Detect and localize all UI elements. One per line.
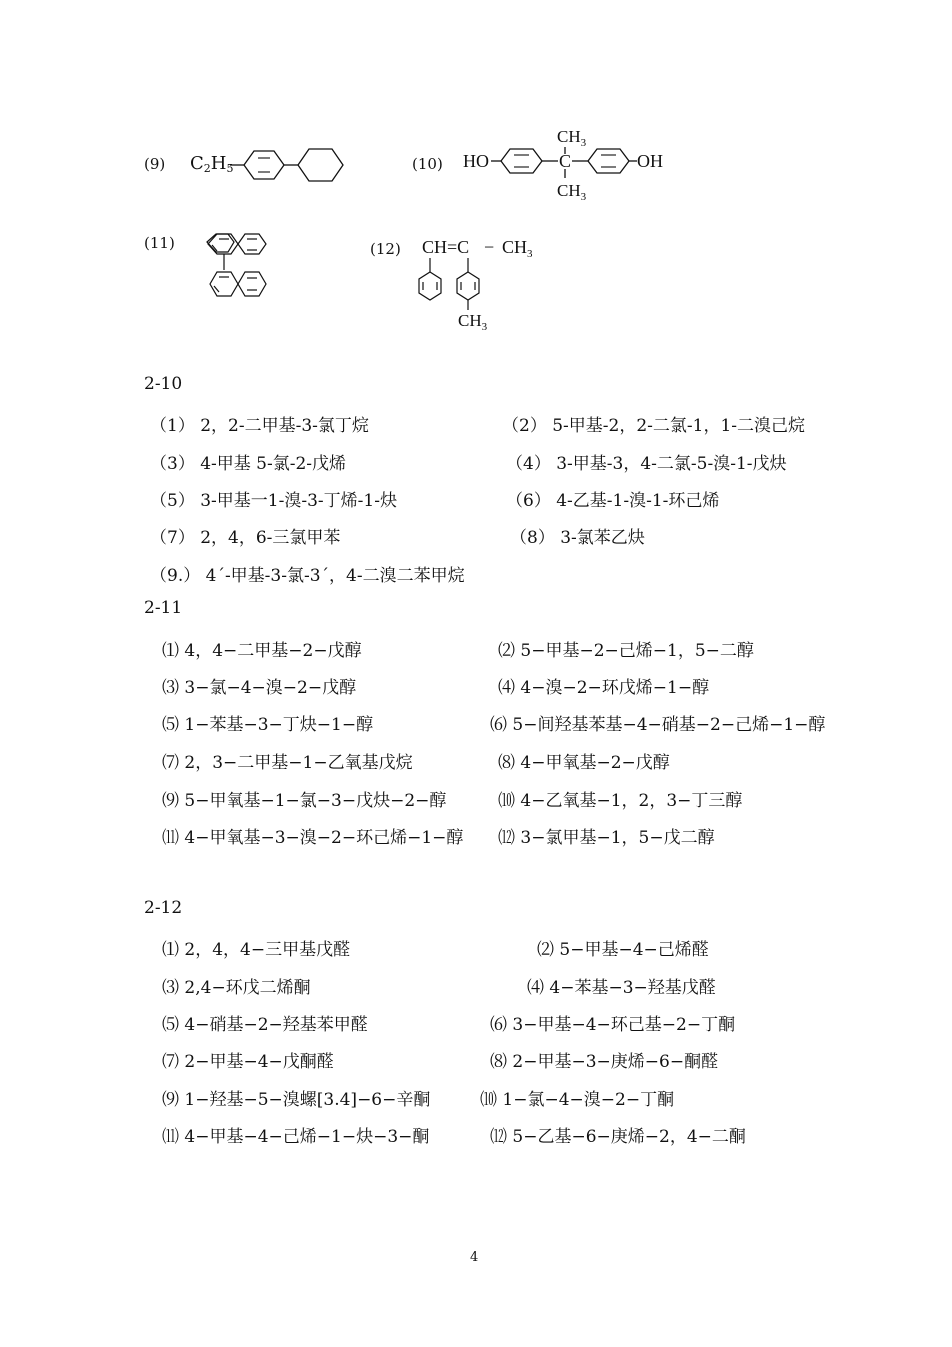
answer-2-11-1: ⑴ 4，4−二甲基−2−戊醇 <box>162 641 362 661</box>
section-title-2-10: 2-10 <box>144 374 183 394</box>
svg-text:OH: OH <box>637 151 663 171</box>
answer-2-11-6: ⑹ 5−间羟基苯基−4−硝基−2−己烯−1−醇 <box>490 715 826 735</box>
answer-2-10-2: （2） 5-甲基-2，2-二氯-1，1-二溴己烷 <box>502 416 806 436</box>
answer-2-12-1: ⑴ 2，4，4−三甲基戊醛 <box>162 940 351 960</box>
structure-9-ethyl: $C_2H_5$ <box>190 153 234 175</box>
answer-2-11-2: ⑵ 5−甲基−2−己烯−1，5−二醇 <box>498 641 754 661</box>
answer-2-10-8: （8） 3-氯苯乙炔 <box>510 528 645 548</box>
svg-text:C: C <box>559 151 572 171</box>
answer-2-12-7: ⑺ 2−甲基−4−戊酮醛 <box>162 1052 334 1072</box>
section-title-2-11: 2-11 <box>144 598 183 618</box>
answer-2-11-10: ⑽ 4−乙氧基−1，2，3−丁三醇 <box>498 791 743 811</box>
page-number: 4 <box>470 1250 479 1265</box>
answer-2-12-9: ⑼ 1−羟基−5−溴螺[3.4]−6−辛酮 <box>162 1090 431 1110</box>
answer-2-10-6: （6） 4-乙基-1-溴-1-环己烯 <box>506 491 720 511</box>
svg-text:CH3: $CH_3$ <box>557 127 587 149</box>
structure-12-label: (12) <box>370 240 401 258</box>
answer-2-11-8: ⑻ 4−甲氧基−2−戊醇 <box>498 753 670 773</box>
section-title-2-12: 2-12 <box>144 898 183 918</box>
answer-2-10-5: （5） 3-甲基一1-溴-3-丁烯-1-炔 <box>150 491 397 511</box>
svg-text:CH=C: CH=C <box>422 237 470 257</box>
svg-text:CH3: $CH_3$ <box>557 181 587 203</box>
answer-2-12-10: ⑽ 1−氯−4−溴−2−丁酮 <box>480 1090 675 1110</box>
answer-2-10-9: （9.） 4´-甲基-3-氯-3´，4-二溴二苯甲烷 <box>150 566 465 586</box>
answer-2-11-7: ⑺ 2，3−二甲基−1−乙氧基戊烷 <box>162 753 413 773</box>
answer-2-10-1: （1） 2，2-二甲基-3-氯丁烷 <box>150 416 369 436</box>
answer-2-11-3: ⑶ 3−氯−4−溴−2−戊醇 <box>162 678 357 698</box>
answer-2-12-4: ⑷ 4−苯基−3−羟基戊醛 <box>527 978 716 998</box>
answer-2-12-11: ⑾ 4−甲基−4−己烯−1−炔−3−酮 <box>162 1127 430 1147</box>
answer-2-10-3: （3） 4-甲基 5-氯-2-戊烯 <box>150 454 347 474</box>
svg-text:CH3: $CH_3$ <box>458 311 488 332</box>
answer-2-12-8: ⑻ 2−甲基−3−庚烯−6−酮醛 <box>490 1052 719 1072</box>
svg-text:−: − <box>484 237 495 257</box>
answer-2-12-5: ⑸ 4−硝基−2−羟基苯甲醛 <box>162 1015 368 1035</box>
svg-text:HO: HO <box>463 151 489 171</box>
answer-2-10-4: （4） 3-甲基-3，4-二氯-5-溴-1-戊炔 <box>506 454 787 474</box>
answer-2-12-6: ⑹ 3−甲基−4−环己基−2−丁酮 <box>490 1015 736 1035</box>
answer-2-11-9: ⑼ 5−甲氧基−1−氯−3−戊炔−2−醇 <box>162 791 447 811</box>
answer-2-11-5: ⑸ 1−苯基−3−丁炔−1−醇 <box>162 715 374 735</box>
answer-2-12-12: ⑿ 5−乙基−6−庚烯−2，4−二酮 <box>490 1127 746 1147</box>
structure-11-binaphthyl <box>200 222 280 317</box>
answer-2-11-11: ⑾ 4−甲氧基−3−溴−2−环己烯−1−醇 <box>162 828 464 848</box>
structure-9-rings <box>230 140 360 190</box>
structure-10-label: (10) <box>412 155 443 173</box>
svg-text:CH3: $CH_3$ <box>502 237 533 260</box>
structure-11-label: (11) <box>144 234 175 252</box>
structure-9-label: (9) <box>144 155 166 173</box>
answer-2-11-12: ⑿ 3−氯甲基−1，5−戊二醇 <box>498 828 715 848</box>
structure-10-bisphenol <box>455 120 680 205</box>
answer-2-11-4: ⑷ 4−溴−2−环戊烯−1−醇 <box>498 678 710 698</box>
answer-2-10-7: （7） 2，4，6-三氯甲苯 <box>150 528 341 548</box>
answer-2-12-3: ⑶ 2,4−环戊二烯酮 <box>162 978 311 998</box>
structure-12-stilbene <box>412 228 552 332</box>
answer-2-12-2: ⑵ 5−甲基−4−己烯醛 <box>537 940 709 960</box>
